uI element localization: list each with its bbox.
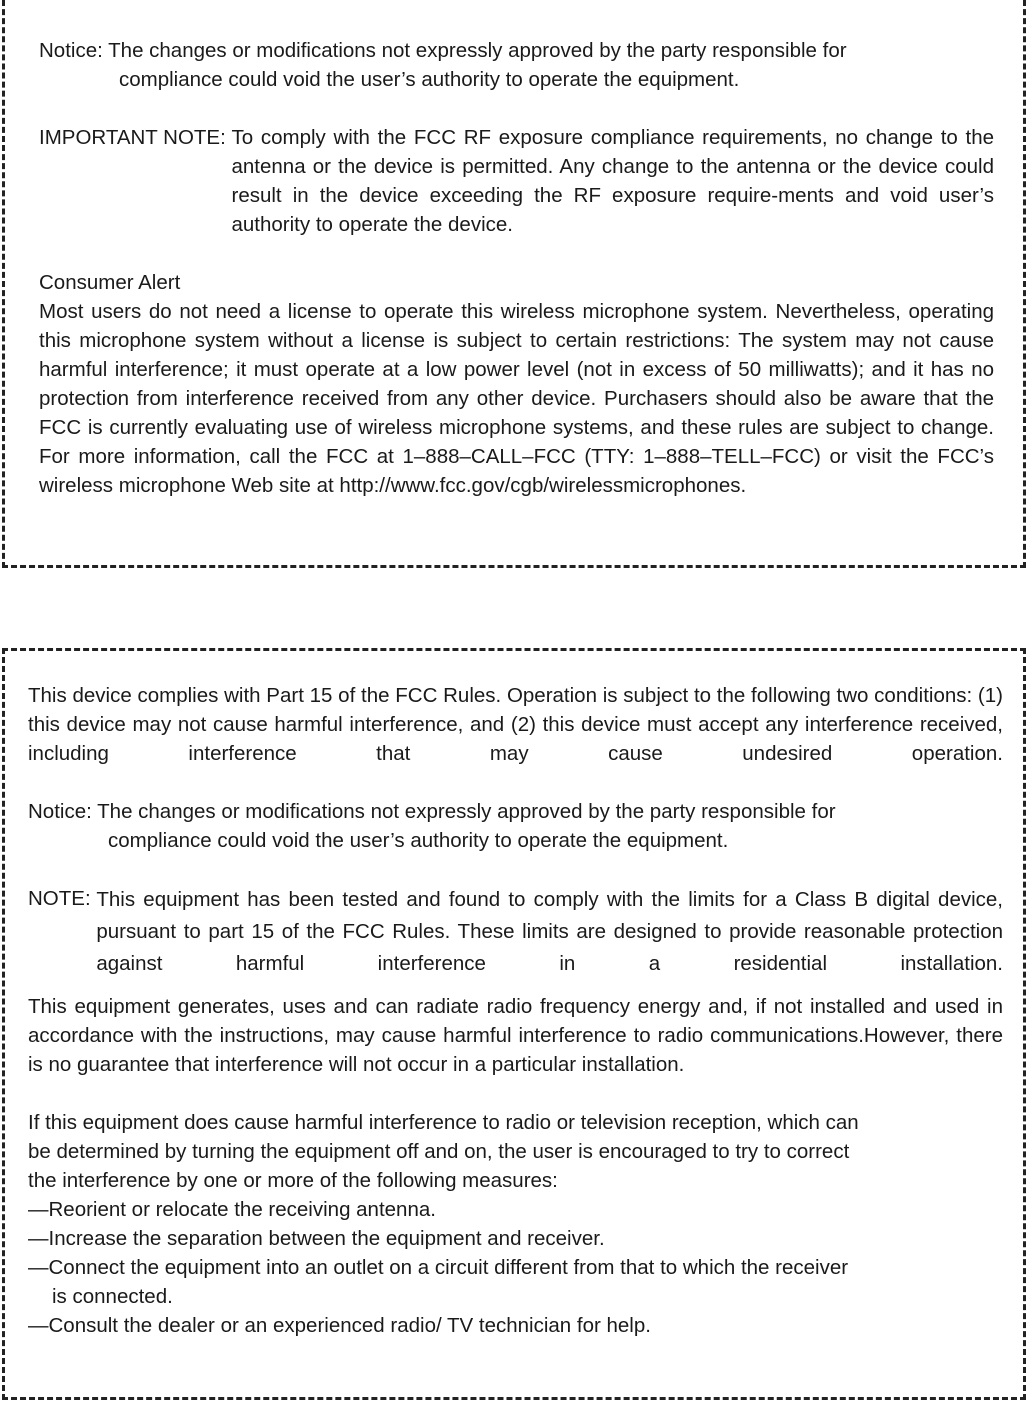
fcc-notice-box-bottom bbox=[2, 648, 1026, 1400]
notice-label: Notice: bbox=[28, 800, 98, 823]
bottom-box-content bbox=[28, 681, 1003, 1340]
measure-item: —Reorient or relocate the receiving antenna. bbox=[28, 1198, 436, 1221]
important-note-text: To comply with the FCC RF exposure compliance requirements, no change to the antenna or the device is permitted. Any change to the antenna or the device could result in the device exceeding the RF exposure require-ments and void user’s authority to operate the device. bbox=[231, 126, 994, 236]
measure-item-continued: is connected. bbox=[52, 1285, 173, 1308]
notice-line-2: compliance could void the user’s authority to operate the equipment. bbox=[108, 829, 729, 852]
generates-statement: This equipment generates, uses and can radiate radio frequency energy and, if not installed and used in accordance with the instructions, may cause harmful interference to radio communications.However, there is no guarantee that interference will not occur in a particular installation. bbox=[28, 995, 1003, 1076]
ifcause-line-3: the interference by one or more of the following measures: bbox=[28, 1169, 558, 1192]
top-box-content bbox=[39, 36, 994, 500]
ifcause-line-1: If this equipment does cause harmful interference to radio or television reception, which can bbox=[28, 1111, 859, 1134]
class-b-note bbox=[28, 884, 1003, 980]
note-text: This equipment has been tested and found to comply with the limits for a Class B digital device, pursuant to part 15 of the FCC Rules. These limits are designed to provide reasonable protection against harmful interference in a residential installation. bbox=[96, 888, 1003, 975]
notice-label: Notice: bbox=[39, 39, 109, 62]
consumer-alert-text: Most users do not need a license to operate this wireless microphone system. Nevertheless, operating this microphone system without a license is subject to certain restrictions: The system may not cause harmful interference; it must operate at a low power level (not in excess of 50 milliwatts); and it has no protection from interference received from any other device. Purchasers should also be aware that the FCC is currently evaluating use of wireless microphone systems, and these rules are subject to change. For more information, call the FCC at 1–888–CALL–FCC (TTY: 1–888–TELL–FCC) or visit the FCC’s wireless microphone Web site at http://www.fcc.gov/cgb/wirelessmicrophones. bbox=[39, 300, 994, 497]
consumer-alert-heading: Consumer Alert bbox=[39, 271, 181, 294]
part15-statement: This device complies with Part 15 of the FCC Rules. Operation is subject to the following two conditions: (1) this device may not cause harmful interference, and (2) this device must accept any interference received, including interference that may cause undesired operation. bbox=[28, 684, 1003, 765]
notice-line-1 bbox=[28, 797, 1003, 826]
fcc-notice-box-top bbox=[2, 0, 1026, 568]
measure-item: —Consult the dealer or an experienced radio/ TV technician for help. bbox=[28, 1314, 651, 1337]
ifcause-line-2: be determined by turning the equipment off and on, the user is encouraged to try to correct bbox=[28, 1140, 850, 1163]
important-note-label: IMPORTANT NOTE: bbox=[39, 126, 232, 149]
important-note bbox=[39, 123, 994, 239]
notice-text-1: The changes or modifications not expressly approved by the party responsible for bbox=[97, 800, 836, 823]
notice-line-1 bbox=[39, 36, 994, 65]
notice-line-2: compliance could void the user’s authority to operate the equipment. bbox=[119, 68, 740, 91]
measure-item: —Connect the equipment into an outlet on a circuit different from that to which the receiver bbox=[28, 1256, 849, 1279]
note-label: NOTE: bbox=[28, 887, 97, 910]
measure-item: —Increase the separation between the equipment and receiver. bbox=[28, 1227, 605, 1250]
notice-text-1: The changes or modifications not expressly approved by the party responsible for bbox=[108, 39, 847, 62]
